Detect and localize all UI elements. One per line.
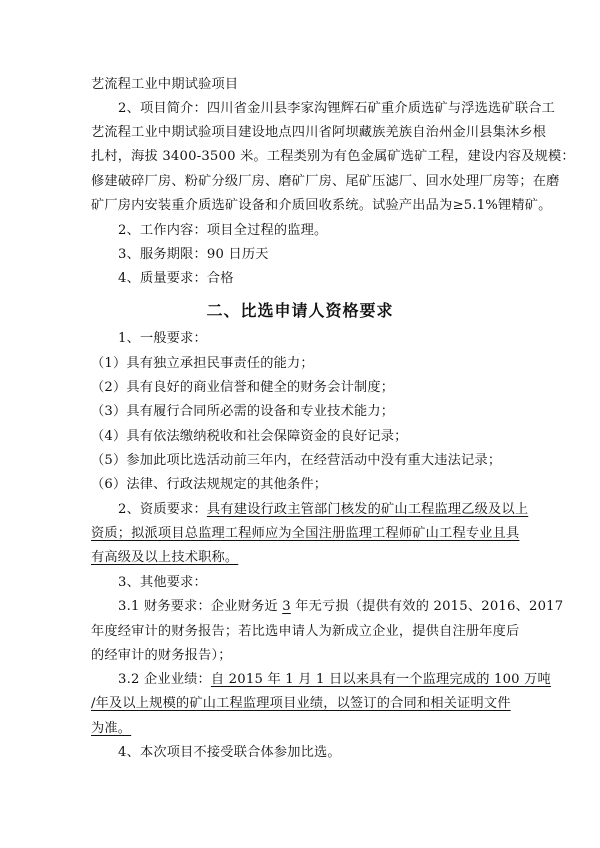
performance-label: 3.2 企业业绩： <box>118 672 211 687</box>
other-requirements: 3、其他要求： <box>118 575 207 590</box>
qualification-text: 具有建设行政主管部门核发的矿山工程监理乙级及以上 <box>206 502 529 517</box>
general-requirements: 1、一般要求： <box>118 331 207 346</box>
qualification-text: 有高级及以上技术职称。 <box>91 550 239 565</box>
performance-text: 为准。 <box>91 721 132 736</box>
performance-line-3 <box>91 719 131 739</box>
requirement-item: （2）具有良好的商业信誉和健全的财务会计制度； <box>91 380 395 395</box>
performance-text: 自 2015 年 1 月 1 日以来具有一个监理完成的 100 万吨 <box>210 672 551 687</box>
service-period: 3、服务期限：90 日历天 <box>118 247 269 262</box>
financial-line-1 <box>118 597 563 617</box>
performance-line-1 <box>118 670 551 690</box>
work-content: 2、工作内容：项目全过程的监理。 <box>118 223 328 238</box>
qualification-text: 资质；拟派项目总监理工程师应为全国注册监理工程师矿山工程专业且具 <box>91 526 520 541</box>
consortium-rule: 4、本次项目不接受联合体参加比选。 <box>118 745 341 760</box>
quality-requirement: 4、质量要求：合格 <box>118 271 234 286</box>
requirement-item: （3）具有履行合同所必需的设备和专业技术能力； <box>91 404 395 419</box>
requirement-item: （1）具有独立承担民事责任的能力； <box>91 356 314 371</box>
financial-text: 年无亏损（提供有效的 2015、2016、2017 <box>290 599 564 614</box>
qualification-line-2 <box>91 524 519 544</box>
requirement-item: （5）参加此项比选活动前三年内，在经营活动中没有重大违法记录； <box>91 453 502 468</box>
qualification-line-1 <box>118 500 528 520</box>
financial-line-3: 的经审计的财务报告）； <box>91 648 232 663</box>
project-intro-line-5: 矿厂房内安装重介质选矿设备和介质回收系统。试验产出品为≥5.1%锂精矿。 <box>91 198 552 213</box>
financial-line-2: 年度经审计的财务报告；若比选申请人为新成立企业，提供自注册年度后 <box>91 624 520 639</box>
project-intro-line-1: 2、项目简介：四川省金川县李家沟锂辉石矿重介质选矿与浮选选矿联合工 <box>118 101 555 116</box>
project-intro-line-4: 修建破碎厂房、粉矿分级厂房、磨矿厂房、尾矿压滤厂、回水处理厂房等；在磨 <box>91 174 560 189</box>
performance-text: /年及以上规模的矿山工程监理项目业绩，以签订的合同和相关证明文件 <box>91 696 511 711</box>
section-title: 二、比选申请人资格要求 <box>206 301 394 320</box>
project-intro-line-3: 扎村，海拔 3400-3500 米。工程类别为有色金属矿选矿工程，建设内容及规模： <box>91 149 575 164</box>
requirement-item: （4）具有依法缴纳税收和社会保障资金的良好记录； <box>91 429 408 444</box>
project-intro-line-2: 艺流程工业中期试验项目建设地点四川省阿坝藏族羌族自治州金川县集沐乡根 <box>91 125 547 140</box>
qualification-line-3 <box>91 548 238 568</box>
project-name-tail: 艺流程工业中期试验项目 <box>91 77 239 92</box>
financial-text: 3.1 财务要求：企业财务近 <box>118 599 283 614</box>
performance-line-2 <box>91 694 511 714</box>
qualification-label: 2、资质要求： <box>118 502 207 517</box>
requirement-item: （6）法律、行政法规规定的其他条件； <box>91 477 328 492</box>
financial-years: 3 <box>282 599 291 614</box>
